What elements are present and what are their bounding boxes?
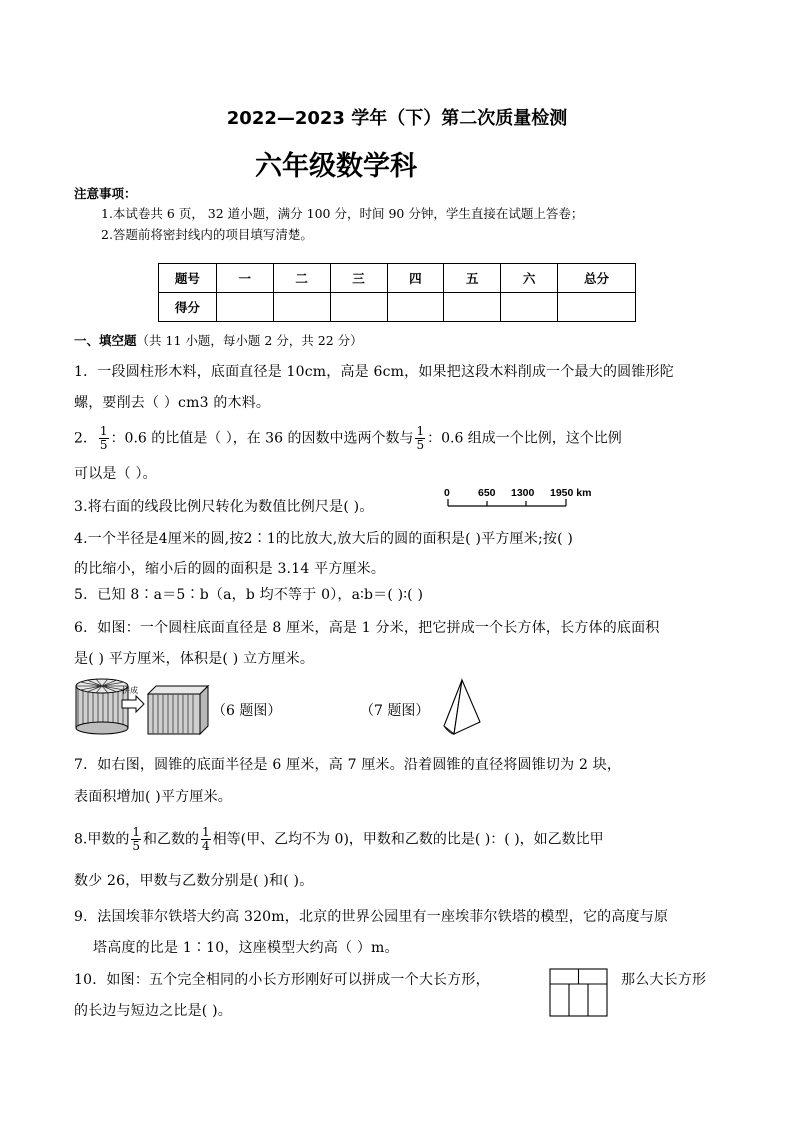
- cuboid-icon: [148, 686, 208, 734]
- fraction-numerator: 1: [202, 825, 210, 839]
- note-item-2: 2.答题前将密封线内的项目填写清楚。: [101, 227, 313, 242]
- q6-line-2: 是( ) 平方厘米，体积是( ) 立方厘米。: [74, 651, 315, 667]
- q7-line-1: 7．如右图，圆锥的底面半径是 6 厘米，高 7 厘米。沿着圆锥的直径将圆锥切为 2 块，: [74, 757, 622, 773]
- q2-mid: ：0.6 的比值是（ ），在 36 的因数中选两个数与: [110, 430, 414, 447]
- score-cell[interactable]: [216, 293, 273, 322]
- fraction-denominator: 5: [416, 438, 425, 452]
- q8-line-2: 数少 26，甲数与乙数分别是( )和( )。: [74, 873, 314, 889]
- scale-label-1950: 1950 km: [550, 487, 592, 499]
- score-cell[interactable]: [273, 293, 330, 322]
- scale-bar: [444, 484, 604, 514]
- figure-7-cone: [440, 678, 484, 738]
- fraction-numerator: 1: [99, 424, 108, 438]
- score-header-cell: 一: [216, 264, 273, 293]
- score-cell[interactable]: [558, 293, 636, 322]
- score-header-cell: 五: [444, 264, 501, 293]
- score-table-header-row: [159, 264, 636, 293]
- score-cell[interactable]: [330, 293, 387, 322]
- score-header-cell: 二: [273, 264, 330, 293]
- q8-prefix: 8.甲数的: [74, 831, 130, 848]
- q8-mid: 和乙数的: [143, 831, 199, 848]
- q3-text: 3.将右面的线段比例尺转化为数值比例尺是( )。: [74, 499, 374, 515]
- score-header-cell: 总分: [558, 264, 636, 293]
- fraction-numerator: 1: [416, 424, 425, 438]
- figure-6-caption: （6 题图）: [212, 703, 282, 719]
- q8-line-1: [74, 826, 604, 853]
- score-table-score-row: [159, 293, 636, 322]
- score-table: [158, 263, 636, 322]
- fig6-arrow-label: 拼成: [122, 686, 138, 695]
- q9-line-1: 9．法国埃菲尔铁塔大约高 320m，北京的世界公园里有一座埃菲尔铁塔的模型，它的高度与原: [74, 909, 669, 925]
- cylinder-icon: [76, 679, 128, 734]
- q10-line-2: 的长边与短边之比是( )。: [74, 1003, 232, 1019]
- q8-fraction-2: [201, 826, 211, 853]
- score-header-cell: 三: [330, 264, 387, 293]
- q2-fraction-2: [415, 425, 425, 452]
- score-header-cell: 六: [501, 264, 558, 293]
- q4-line-1: 4.一个半径是4厘米的圆,按2∶1的比放大,放大后的圆的面积是( )平方厘米;按( ): [74, 531, 574, 547]
- section-1-heading: [74, 331, 363, 349]
- score-header-cell: 四: [387, 264, 444, 293]
- q10-line-1a: 10．如图：五个完全相同的小长方形刚好可以拼成一个大长方形，: [74, 972, 490, 988]
- fraction-denominator: 5: [99, 438, 108, 452]
- score-cell[interactable]: [501, 293, 558, 322]
- q8-fraction-1: [131, 826, 141, 853]
- exam-title: 2022—2023 学年（下）第二次质量检测: [226, 108, 568, 129]
- q2-tail: ：0.6 组成一个比例，这个比例: [427, 430, 622, 447]
- figure-6: [74, 676, 214, 738]
- exam-subtitle: 六年级数学科: [255, 151, 417, 182]
- scale-label-1300: 1300: [511, 487, 535, 499]
- q8-tail: 相等(甲、乙均不为 0)，甲数和乙数的比是( )：( )，如乙数比甲: [212, 831, 604, 848]
- score-row-label: 得分: [159, 293, 217, 322]
- scale-label-0: 0: [444, 487, 450, 499]
- scale-label-650: 650: [478, 487, 496, 499]
- q2-fraction-1: [99, 425, 109, 452]
- section-1-desc: （共 11 小题，每小题 2 分，共 22 分）: [136, 333, 363, 348]
- q2-prefix: 2．: [74, 430, 97, 447]
- score-cell[interactable]: [387, 293, 444, 322]
- q4-line-2: 的比缩小，缩小后的圆的面积是 3.14 平方厘米。: [74, 561, 386, 577]
- figure-10-rectangles: [549, 968, 609, 1018]
- note-item-1: 1.本试卷共 6 页， 32 道小题，满分 100 分，时间 90 分钟，学生直接在试题上答卷；: [101, 206, 584, 221]
- fraction-denominator: 5: [132, 839, 140, 853]
- q1-line-1: 1．一段圆柱形木料，底面直径是 10cm，高是 6cm，如果把这段木料削成一个最大的圆锥形陀: [74, 364, 674, 380]
- q2-line-2: 可以是（ ）。: [74, 466, 157, 482]
- q7-line-2: 表面积增加( )平方厘米。: [74, 789, 232, 805]
- cone-icon: [444, 680, 480, 734]
- figure-7-caption: （7 题图）: [360, 703, 430, 719]
- q10-line-1b: 那么大长方形: [621, 972, 707, 988]
- q1-line-2: 螺，要削去（ ）cm3 的木料。: [74, 395, 271, 411]
- q5-text: 5．已知 8∶a＝5∶b（a，b 均不等于 0），a∶b＝( )∶( ): [74, 587, 424, 603]
- fraction-numerator: 1: [132, 825, 140, 839]
- q2-line-1: [74, 425, 622, 452]
- score-header-cell: 题号: [159, 264, 217, 293]
- section-1-title: 一、填空题: [74, 333, 137, 348]
- fraction-denominator: 4: [202, 839, 210, 853]
- q6-line-1: 6．如图：一个圆柱底面直径是 8 厘米，高是 1 分米，把它拼成一个长方体，长方体的底面积: [74, 620, 660, 636]
- score-cell[interactable]: [444, 293, 501, 322]
- notes-heading: 注意事项：: [74, 186, 137, 201]
- q9-line-2: 塔高度的比是 1∶10，这座模型大约高（ ）m。: [93, 940, 399, 956]
